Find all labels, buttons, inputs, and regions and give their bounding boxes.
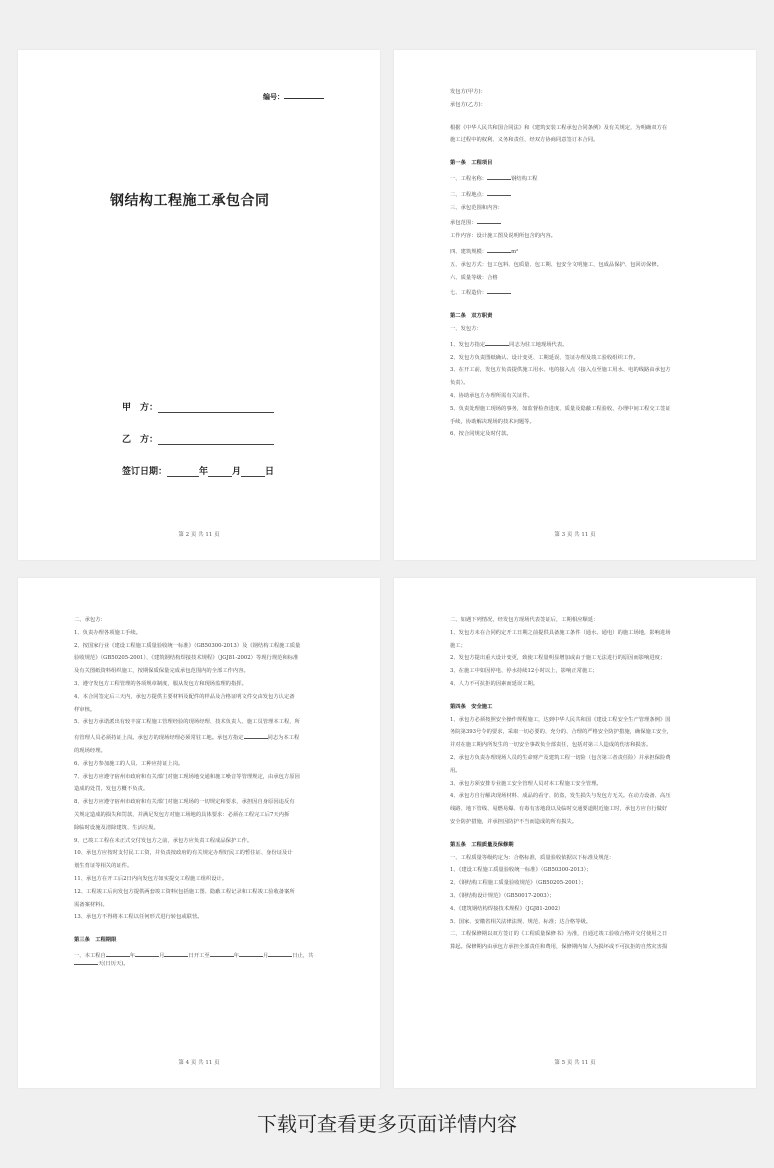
body-line: 3、在施工中如因停电、停水持续12小时以上，影响正常施工；: [450, 668, 598, 675]
section-heading: 第五条 工程质量及保修期: [450, 841, 514, 848]
body-line: 6、承包方参加施工的人员、工种应持证上岗。: [74, 760, 184, 767]
body-line: 安全防护措施，并承担因防护不当而造成的所有损失。: [450, 818, 578, 825]
day-label: 日: [265, 467, 275, 477]
body-line: 划生育证等相关的证件。: [74, 863, 133, 870]
body-line: 五、承包方式：包工包料、包质量、包工期、包安全文明施工、包成品保护、包回访保修。: [450, 261, 662, 268]
body-line: 及有关图纸资料组织施工，按期保质保量完成承包范围内的全部工作内容。: [74, 668, 249, 675]
day-underline: [241, 467, 265, 477]
body-line: 除临时设施及清除建筑、生活垃圾。: [74, 824, 159, 831]
page-body: [450, 618, 712, 958]
body-line: 根据《中华人民共和国合同法》和《建筑安装工程承包合同条例》及有关规定，为明确双方在: [450, 124, 668, 131]
party-b-label: 乙 方：: [122, 435, 159, 445]
body-line: 关规定造成的损失和罚款，并满足发包方对施工场地的具体要求：必须在工程完工后7天内拆: [74, 811, 290, 818]
document-page-cover: [18, 50, 380, 560]
body-line: 算起。保修期内由承包方承担全部责任和费用，保修期内如人为损坏或不可抗拒的自然灾害损: [450, 944, 668, 951]
blank-underline: [244, 733, 268, 739]
number-label-text: 编号：: [263, 93, 284, 101]
blank-underline: [477, 218, 501, 224]
page-body: [450, 90, 712, 445]
body-line: 6、按合同规定及时付款。: [450, 431, 512, 438]
blank-underline: [210, 951, 234, 957]
blank-underline: [487, 247, 511, 253]
party-a-underline: [158, 403, 274, 413]
number-underline: [284, 92, 324, 99]
contract-title: 钢结构工程施工承包合同: [110, 193, 270, 209]
body-line: 七、工程造价：: [450, 288, 712, 296]
blank-underline: [487, 190, 511, 196]
body-line: 需备案材料)。: [74, 901, 108, 908]
body-line: 3、《钢结构设计规范》（GB50017-2003）；: [450, 892, 555, 899]
body-line: 一、本工程自 年 月 日开工至 年 月 日止，共天(日历天)。: [74, 952, 314, 968]
body-line: 3、在开工前，发包方负责提供施工用水、电的接入点（接入点至施工用水、电的线路由承包方: [450, 367, 671, 374]
body-line: 2、发包方提出重大设计变更，致使工程量明显增加或由于施工无法进行的原因而影响进度；: [450, 655, 666, 662]
body-line: 1、承包方必须按照安全操作规程施工，达到中华人民共和国《建设工程安全生产管理条例》国: [450, 716, 671, 723]
section-heading: 第一条 工程项目: [450, 160, 493, 167]
document-page-2: [394, 50, 756, 560]
page-footer: 第 4 页 共 11 页: [178, 1060, 220, 1066]
body-line: 一、工程质量等级约定为：合格标准，质量验收依据以下标准及规范：: [450, 854, 615, 861]
body-line: 二、工程地点：: [450, 190, 712, 198]
body-line: 11、承包方在开工后2日内向发包方如实提交工程施工组织设计。: [74, 875, 228, 882]
body-line: 3、承包方须安排专业施工安全管理人员对本工程施工安全管理。: [450, 780, 602, 787]
body-line: 工作内容：设计施工图及说明所包含的内容。: [450, 233, 556, 240]
body-line: 承包方(乙方)：: [450, 101, 486, 108]
body-line: 的现场经理。: [74, 747, 106, 754]
blank-underline: [487, 174, 511, 180]
blank-underline: [164, 951, 188, 957]
party-a-line: [122, 400, 274, 413]
blank-underline: [106, 951, 130, 957]
page-footer: 第 5 页 共 11 页: [554, 1060, 596, 1066]
body-line: 4、协助承包方办理所需有关证件。: [450, 392, 533, 399]
body-line: 2、承包方负责办理现场人员的生命财产及建筑工程一切险（包含第三者责任险）并承担保险费: [450, 754, 671, 761]
blank-underline: [239, 951, 263, 957]
body-line: 手续，协助解决现场的技术问题等。: [450, 418, 535, 425]
body-line: 1、发包方指定 同志为驻工地现场代表。: [450, 341, 568, 348]
blank-underline: [268, 951, 292, 957]
body-line: 二、如遇下列情况，经发包方现场代表签证后，工期相应顺延：: [450, 617, 599, 623]
body-line: 1、《建设工程施工质量验收统一标准》（GB50300-2013）；: [450, 867, 592, 874]
year-underline: [167, 467, 199, 477]
sign-date-line: [122, 464, 274, 477]
body-line: 5、负责处理施工现场的事务，如监督检查进度、质量及隐蔽工程验收，办理中间工程交工签证: [450, 405, 671, 412]
document-page-4: [394, 578, 756, 1088]
page-footer: 第 2 页 共 11 页: [178, 532, 220, 538]
blank-underline: [485, 340, 509, 346]
body-line: 四、建筑规模： m²: [450, 248, 519, 255]
body-line: 并对在施工期内所发生的一切安全事故负全部责任，包括对第三人造成的伤害和损害。: [450, 742, 652, 749]
contract-number-label: [263, 92, 324, 102]
sign-date-label: 签订日期：: [122, 467, 168, 477]
blank-underline: [135, 951, 159, 957]
body-line: 验收规范》（GB50205-2001）、《建筑钢结构焊接技术规程》（JGJ81-2002）等现行规范和标准: [74, 655, 299, 662]
document-page-3: [18, 578, 380, 1088]
party-b-line: [122, 432, 274, 445]
section-heading: 第二条 双方职责: [450, 313, 493, 320]
party-a-label: 甲 方：: [122, 403, 159, 413]
body-line: 承包范围：: [450, 218, 712, 226]
body-line: 5、国家、安徽省相关法律法规、规范、标准；达合格等级。: [450, 918, 592, 925]
body-line: 发包方(甲方)：: [450, 89, 486, 95]
body-line: 13、承包方不得将本工程以任何形式进行转包或联营。: [74, 914, 203, 921]
body-line: 1、发包方未在合同约定开工日期之前提供具备施工条件（通水、通电）的施工场地，影响进场: [450, 629, 671, 636]
page-body: [74, 618, 336, 975]
download-banner[interactable]: 下载可查看更多页面详情内容: [257, 1112, 517, 1136]
body-line: 施工过程中的权利、义务和责任，经双方协商同意签订本合同。: [450, 137, 599, 144]
body-line: 8、承包方应遵守宿州市政府和有关部门对施工现场的一切规定和要求，承担因自身原因违反有: [74, 799, 295, 806]
month-label: 月: [232, 467, 242, 477]
body-line: 造成的处罚，发包方概不负责。: [74, 786, 149, 793]
month-underline: [208, 467, 232, 477]
body-line: 线路、地下管线、易燃易爆、有毒有害地段以及临时交通要道附近施工时，承包方应自行做好: [450, 806, 668, 813]
body-line: 负责）。: [450, 380, 469, 387]
body-line: 2、发包方负责图纸确认、设计变更、工期延误、签证办理及竣工验收组织工作。: [450, 354, 639, 361]
body-line: 10、承包方应按时支付民工工资，并负责按政府的有关规定办理好民工的暂住证、身份证及计: [74, 850, 293, 857]
body-line: 六、质量等级：合格: [450, 274, 498, 281]
body-line: 有管理人员必须持证上岗。承包方的现场经理必须常驻工地。承包方指定 同志为本工程: [74, 735, 300, 742]
section-heading: 第四条 安全施工: [450, 703, 493, 710]
body-line: 5、承包方承诺派出有较丰富工程施工管理经验的现场经理、技术负责人、施工员管理本工程，所: [74, 719, 300, 726]
body-line: 12、工程竣工后向发包方提供两套竣工资料(包括施工图、隐蔽工程记录和工程竣工验收备案所: [74, 888, 295, 895]
body-line: 1、负责办理各项施工手续。: [74, 629, 141, 636]
body-line: 3、遵守发包方工程管理的各项规章制度，服从发包方和现场监理的指挥。: [74, 680, 247, 687]
body-line: 4、本合同签定后三天内，承包方提供主要材料及配件的样品及合格证明文件交由发包方认定备: [74, 693, 295, 700]
body-line: 一、工程名称： 钢结构工程: [450, 175, 538, 182]
body-line: 9、已竣工工程在未正式交付发包方之前，承包方应负责工程成品保护工作。: [74, 837, 253, 844]
body-line: 施工；: [450, 642, 466, 649]
body-line: 4、人力不可抗拒的因素而延误工期。: [450, 680, 539, 687]
body-line: 一、发包方：: [450, 325, 482, 332]
body-line: 7、承包方应遵守宿州市政府和有关部门对施工现场地交通和施工噪音等管理规定，由承包方原因: [74, 773, 300, 780]
year-label: 年: [199, 467, 209, 477]
body-line: 2、按国家行业《建设工程施工质量验收统一标准》（GB50300-2013）及《钢结构工程施工质量: [74, 642, 301, 649]
body-line: 用。: [450, 767, 461, 774]
body-line: 二、工程保修期以双方签订的《工程质量保修书》为准，自通过竣工验收合格并交付使用之日: [450, 931, 668, 938]
body-line: 二、承包方：: [74, 617, 106, 623]
page-footer: 第 3 页 共 11 页: [554, 532, 596, 538]
body-line: 务院第393号令的要求，采取一切必要的、充分的、合理的严格安全防护措施，确保施工安全，: [450, 729, 672, 736]
blank-underline: [487, 288, 511, 294]
body-line: 2、《钢结构工程施工质量验收规范》（GB50205-2001）；: [450, 880, 587, 887]
party-b-underline: [158, 435, 274, 445]
body-line: 样审核。: [74, 706, 96, 713]
section-heading: 第三条 工程期限: [74, 937, 117, 944]
body-line: 4、《建筑钢结构焊接技术规程》（JGJ81-2002）: [450, 905, 564, 912]
body-line: 4、承包方自行解决现场材料、成品的看守、防盗，发生损失与发包方无关。在动力设备、高压: [450, 793, 671, 800]
body-line: 三、承包范围和内容：: [450, 204, 503, 211]
blank-underline: [74, 959, 98, 965]
